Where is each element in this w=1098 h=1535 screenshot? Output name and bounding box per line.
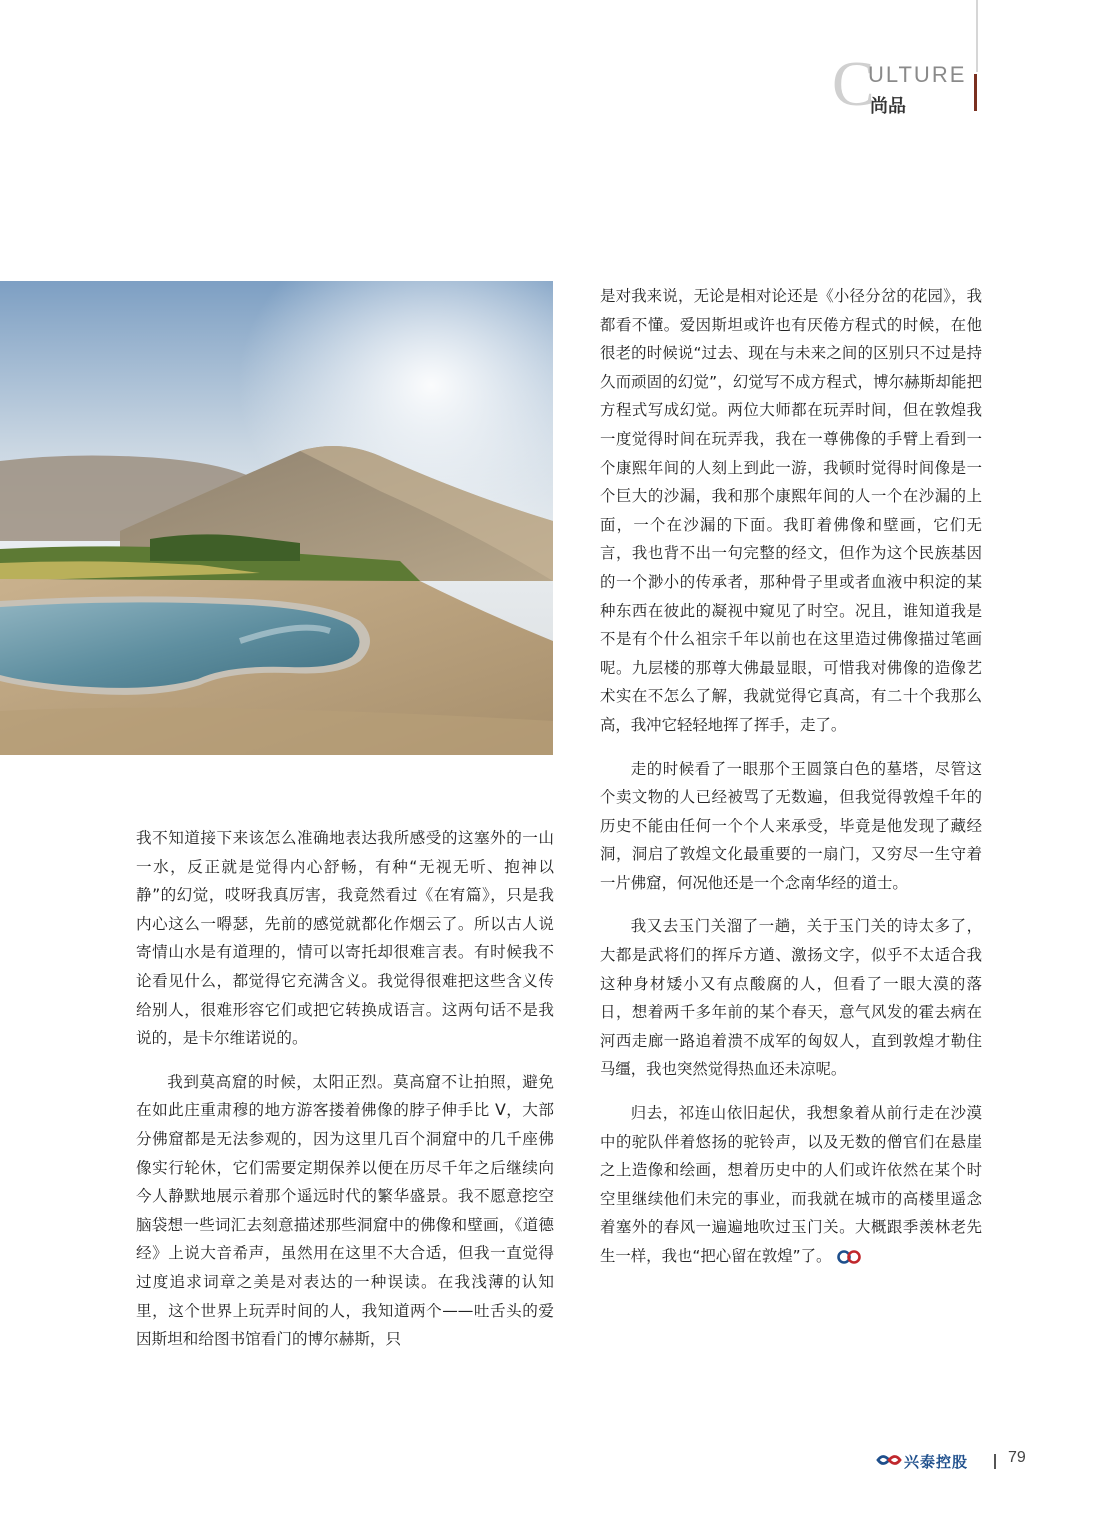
page-number: 79	[1008, 1449, 1026, 1466]
header-cn-title: 尚品	[870, 96, 906, 117]
page-footer	[876, 1448, 1076, 1474]
left-paragraph-1: 我不知道接下来该怎么准确地表达我所感受的这塞外的一山一水，反正就是觉得内心舒畅，有种“无视无听、抱神以静”的幻觉，哎呀我真厉害，我竟然看过《在宥篇》，只是我内心这么一嘚瑟，先前的感觉就都化作烟云了。所以古人说寄情山水是有道理的，情可以寄托却很难言表。有时候我不论看见什么，都觉得它充满含义。我觉得很难把这些含义传给别人，很难形容它们或把它转换成语言。这两句话不是我说的，是卡尔维诺说的。	[136, 829, 554, 1048]
right-paragraph-1: 是对我来说，无论是相对论还是《小径分岔的花园》，我都看不懂。爱因斯坦或许也有厌倦方程式的时候，在他很老的时候说“过去、现在与未来之间的区别只不过是持久而顽固的幻觉”，幻觉写不成方程式，博尔赫斯却能把方程式写成幻觉。两位大师都在玩弄时间，但在敦煌我一度觉得时间在玩弄我，我在一尊佛像的手臂上看到一个康熙年间的人刻上到此一游，我顿时觉得时间像是一个巨大的沙漏，我和那个康熙年间的人一个在沙漏的上面，一个在沙漏的下面。我盯着佛像和壁画，它们无言，我也背不出一句完整的经文，但作为这个民族基因的一个渺小的传承者，那种骨子里或者血液中积淀的某种东西在彼此的凝视中窥见了时空。况且，谁知道我是不是有个什么祖宗千年以前也在这里造过佛像描过笔画呢。九层楼的那尊大佛最显眼，可惜我对佛像的造像艺术实在不怎么了解，我就觉得它真高，有二十个我那么高，我冲它轻轻地挥了挥手，走了。	[600, 287, 982, 734]
footer-separator	[994, 1454, 996, 1469]
landscape-photo	[0, 281, 553, 755]
section-header	[828, 48, 988, 122]
right-paragraph-4	[600, 1099, 982, 1271]
right-paragraph-4-text: 归去，祁连山依旧起伏，我想象着从前行走在沙漠中的驼队伴着悠扬的驼铃声，以及无数的僧官们在悬崖之上造像和绘画，想着历史中的人们或许依然在某个时空里继续他们未完的事业，而我就在城市的高楼里遥念着塞外的春风一遍遍地吹过玉门关。大概跟季羡林老先生一样，我也“把心留在敦煌”了。	[600, 1104, 982, 1265]
header-culture-word: ULTURE	[868, 62, 967, 87]
right-paragraph-2: 走的时候看了一眼那个王圆箓白色的墓塔，尽管这个卖文物的人已经被骂了无数遍，但我觉得敦煌千年的历史不能由任何一个个人来承受，毕竟是他发现了藏经洞，洞启了敦煌文化最重要的一扇门，又穷尽一生守着一片佛窟，何况他还是一个念南华经的道士。	[600, 759, 982, 892]
footer-brand: 兴泰控股	[904, 1453, 969, 1471]
header-c-letter: C	[832, 48, 875, 119]
right-paragraph-3: 我又去玉门关溜了一趟，关于玉门关的诗太多了，大都是武将们的挥斥方遒、激扬文字，似乎不太适合我这种身材矮小又有点酸腐的人，但看了一眼大漠的落日，想着两千多年前的某个春天，意气风发的霍去病在河西走廊一路追着溃不成军的匈奴人，直到敦煌才勒住马缰，我也突然觉得热血还未凉呢。	[600, 917, 982, 1079]
right-text-column	[600, 282, 982, 1271]
desert-oasis-image	[0, 281, 553, 755]
left-text-column	[136, 824, 554, 1354]
company-logo-icon	[876, 1452, 902, 1468]
article-end-icon	[837, 1250, 861, 1264]
header-accent-bar	[974, 74, 977, 111]
left-paragraph-2: 我到莫高窟的时候，太阳正烈。莫高窟不让拍照，避免在如此庄重肃穆的地方游客搂着佛像的脖子伸手比 V，大部分佛窟都是无法参观的，因为这里几百个洞窟中的几千座佛像实行轮休，它们需要定期保养以便在历尽千年之后继续向今人静默地展示着那个遥远时代的繁华盛景。我不愿意挖空脑袋想一些词汇去刻意描述那些洞窟中的佛像和壁画，《道德经》上说大音希声，虽然用在这里不大合适，但我一直觉得过度追求词章之美是对表达的一种误读。在我浅薄的认知里，这个世界上玩弄时间的人，我知道两个——吐舌头的爱因斯坦和给图书馆看门的博尔赫斯，只	[136, 1072, 554, 1349]
